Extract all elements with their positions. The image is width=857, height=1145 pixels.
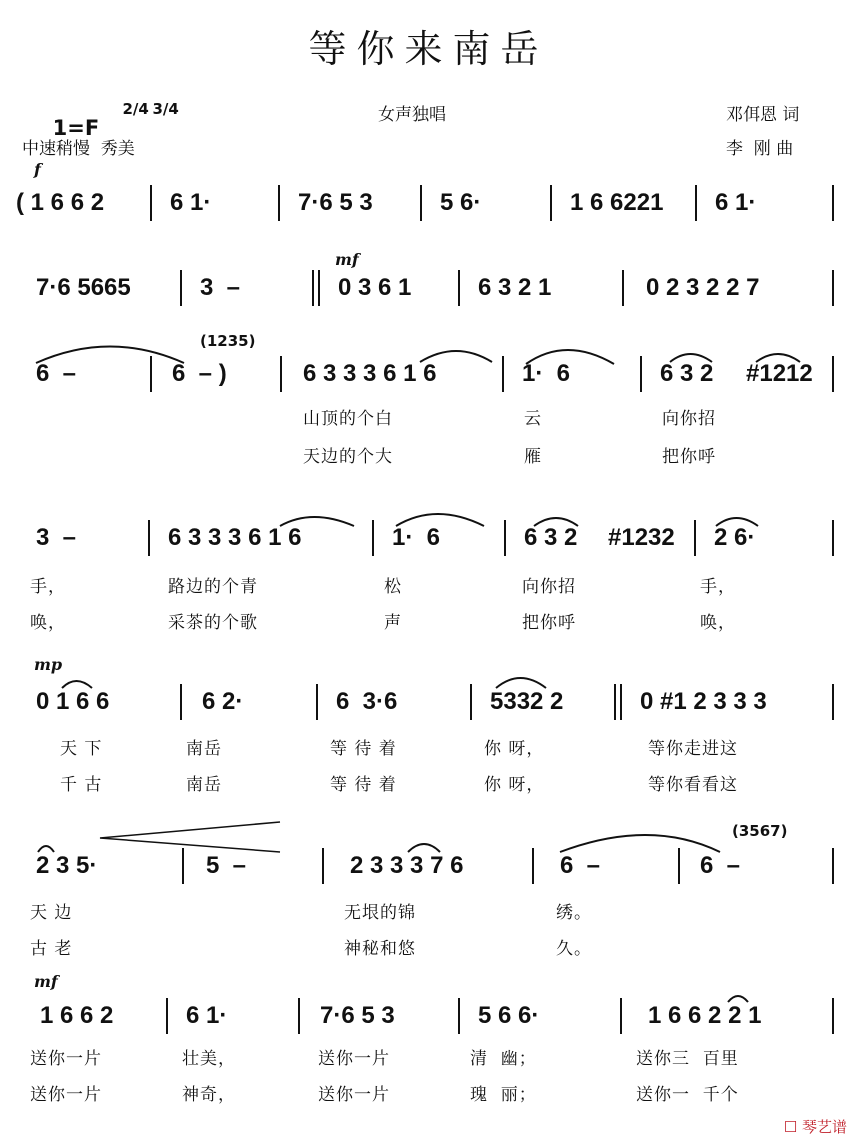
barline [678, 848, 680, 884]
barline [832, 998, 834, 1034]
lyric: 山顶的个白 [303, 409, 393, 429]
measure: ( 1 6 6 2 [16, 189, 105, 216]
lyric: 唤， [700, 613, 736, 633]
barline [166, 998, 168, 1034]
measure: 6 3 3 3 6 1 6 [168, 524, 302, 551]
barline [420, 185, 422, 221]
dynamic-mezzo-forte: mf [335, 250, 359, 269]
barline [695, 185, 697, 221]
lyric: 送你三 百里 [636, 1049, 739, 1069]
lyric: 松 [384, 577, 402, 597]
key-label: 1=F [52, 116, 100, 140]
measure: 6 3·6 [336, 688, 398, 715]
lyric: 无垠的锦 [344, 903, 416, 923]
barline [148, 520, 150, 556]
barline [150, 356, 152, 392]
lyric: 手， [30, 577, 66, 597]
score-row-3 [0, 356, 857, 396]
measure: 1· 6 [392, 524, 441, 551]
barline [622, 270, 624, 306]
barline [694, 520, 696, 556]
barline [832, 848, 834, 884]
lyric: 向你招 [522, 577, 576, 597]
score-row-7 [0, 998, 857, 1038]
barline [278, 185, 280, 221]
score-row-1 [0, 185, 857, 225]
measure: 6 – [36, 360, 77, 387]
measure: 0 3 6 1 [338, 274, 412, 301]
measure: 1 6 6 2 [40, 1002, 114, 1029]
measure: 7·6 5665 [36, 274, 131, 301]
lyric: 送你一片 [318, 1085, 390, 1105]
lyric: 送你一片 [30, 1085, 102, 1105]
barline [458, 998, 460, 1034]
lyric: 南岳 [186, 775, 222, 795]
barline [620, 684, 622, 720]
lyric: 等 待 着 [330, 739, 397, 759]
lyric: 唤， [30, 613, 66, 633]
performance-note: 女声独唱 [378, 105, 446, 125]
measure: 7·6 5 3 [298, 189, 373, 216]
lyric: 声 [384, 613, 402, 633]
parenthetical-notes: (1235) [200, 332, 256, 350]
lyric: 天 边 [30, 903, 73, 923]
dynamic-mezzo-piano: mp [34, 655, 63, 674]
lyric: 等你走进这 [648, 739, 738, 759]
measure: 0 1 6 6 [36, 688, 110, 715]
measure: 6 3 2 [524, 524, 578, 551]
measure: 5 6· [440, 189, 482, 216]
composer-credit: 李 刚 曲 [726, 139, 794, 159]
lyric: 云 [524, 409, 542, 429]
lyric: 送你一片 [30, 1049, 102, 1069]
time-sig-1: 2/4 [122, 100, 149, 118]
lyric: 清 幽； [470, 1049, 537, 1069]
barline [150, 185, 152, 221]
lyric: 把你呼 [522, 613, 576, 633]
measure: 0 2 3 2 2 7 [646, 274, 760, 301]
time-signature-2 [142, 84, 179, 118]
score-row-4 [0, 520, 857, 560]
lyric: 神奇， [182, 1085, 236, 1105]
tempo-marking: 中速稍慢 秀美 [22, 139, 135, 159]
barline [502, 356, 504, 392]
barline [318, 270, 320, 306]
lyric: 等 待 着 [330, 775, 397, 795]
measure: 1 6 6221 [570, 189, 664, 216]
barline [180, 270, 182, 306]
measure: 6 1· [186, 1002, 228, 1029]
measure: 6 – ) [172, 360, 227, 387]
watermark-text: 琴艺谱 [801, 1118, 847, 1136]
lyric: 送你一 千个 [636, 1085, 739, 1105]
barline [322, 848, 324, 884]
measure: 5 – [206, 852, 247, 879]
lyric: 瑰 丽； [470, 1085, 537, 1105]
barline [832, 356, 834, 392]
measure: 6 3 2 1 [478, 274, 552, 301]
measure: #1232 [608, 524, 675, 551]
lyric: 路边的个青 [168, 577, 258, 597]
barline [532, 848, 534, 884]
key-signature [38, 92, 99, 140]
lyric: 南岳 [186, 739, 222, 759]
lyric: 天 下 [60, 739, 103, 759]
barline [832, 684, 834, 720]
barline [620, 998, 622, 1034]
barline [316, 684, 318, 720]
watermark-icon: ☐ [783, 1118, 798, 1136]
barline [504, 520, 506, 556]
lyric: 采茶的个歌 [168, 613, 258, 633]
barline [832, 270, 834, 306]
measure: 6 – [560, 852, 601, 879]
score-row-6 [0, 848, 857, 888]
watermark-logo [784, 1116, 847, 1137]
barline [832, 520, 834, 556]
lyric: 向你招 [662, 409, 716, 429]
measure: 5 6 6· [478, 1002, 540, 1029]
lyric: 绣。 [556, 903, 592, 923]
lyric: 神秘和悠 [344, 939, 416, 959]
barline [550, 185, 552, 221]
measure: 7·6 5 3 [320, 1002, 395, 1029]
measure: 3 – [200, 274, 241, 301]
barline [470, 684, 472, 720]
measure: #1212 [746, 360, 813, 387]
measure: 2 3 5· [36, 852, 98, 879]
measure: 1 6 6 2 2 1 [648, 1002, 762, 1029]
barline [832, 185, 834, 221]
lyric: 久。 [556, 939, 592, 959]
barline [312, 270, 314, 306]
time-sig-2: 3/4 [152, 100, 179, 118]
lyric: 手， [700, 577, 736, 597]
lyric: 你 呀， [484, 775, 545, 795]
parenthetical-notes: (3567) [732, 822, 788, 840]
barline [458, 270, 460, 306]
measure: 2 3 3 3 7 6 [350, 852, 464, 879]
measure: 1· 6 [522, 360, 571, 387]
measure: 6 1· [715, 189, 757, 216]
barline [640, 356, 642, 392]
lyric: 千 古 [60, 775, 103, 795]
barline [372, 520, 374, 556]
measure: 5332 2 [490, 688, 564, 715]
barline [280, 356, 282, 392]
barline [298, 998, 300, 1034]
lyric: 你 呀， [484, 739, 545, 759]
measure: 6 2· [202, 688, 244, 715]
lyric: 雁 [524, 447, 542, 467]
lyric: 古 老 [30, 939, 73, 959]
lyric: 送你一片 [318, 1049, 390, 1069]
barline [182, 848, 184, 884]
song-title: 等你来南岳 [308, 27, 549, 71]
lyric: 天边的个大 [303, 447, 393, 467]
measure: 6 3 2 [660, 360, 714, 387]
dynamic-mezzo-forte: mf [34, 972, 58, 991]
measure: 2 6· [714, 524, 756, 551]
lyric: 把你呼 [662, 447, 716, 467]
measure: 6 1· [170, 189, 212, 216]
score-row-2 [0, 270, 857, 310]
measure: 6 3 3 3 6 1 6 [303, 360, 437, 387]
measure: 0 #1 2 3 3 3 [640, 688, 767, 715]
lyric: 壮美， [182, 1049, 236, 1069]
dynamic-forte: f [34, 160, 41, 179]
barline [180, 684, 182, 720]
score-row-5 [0, 684, 857, 724]
lyric: 等你看看这 [648, 775, 738, 795]
lyricist-credit: 邓佴恩 词 [726, 105, 800, 125]
barline [614, 684, 616, 720]
measure: 6 – [700, 852, 741, 879]
measure: 3 – [36, 524, 77, 551]
